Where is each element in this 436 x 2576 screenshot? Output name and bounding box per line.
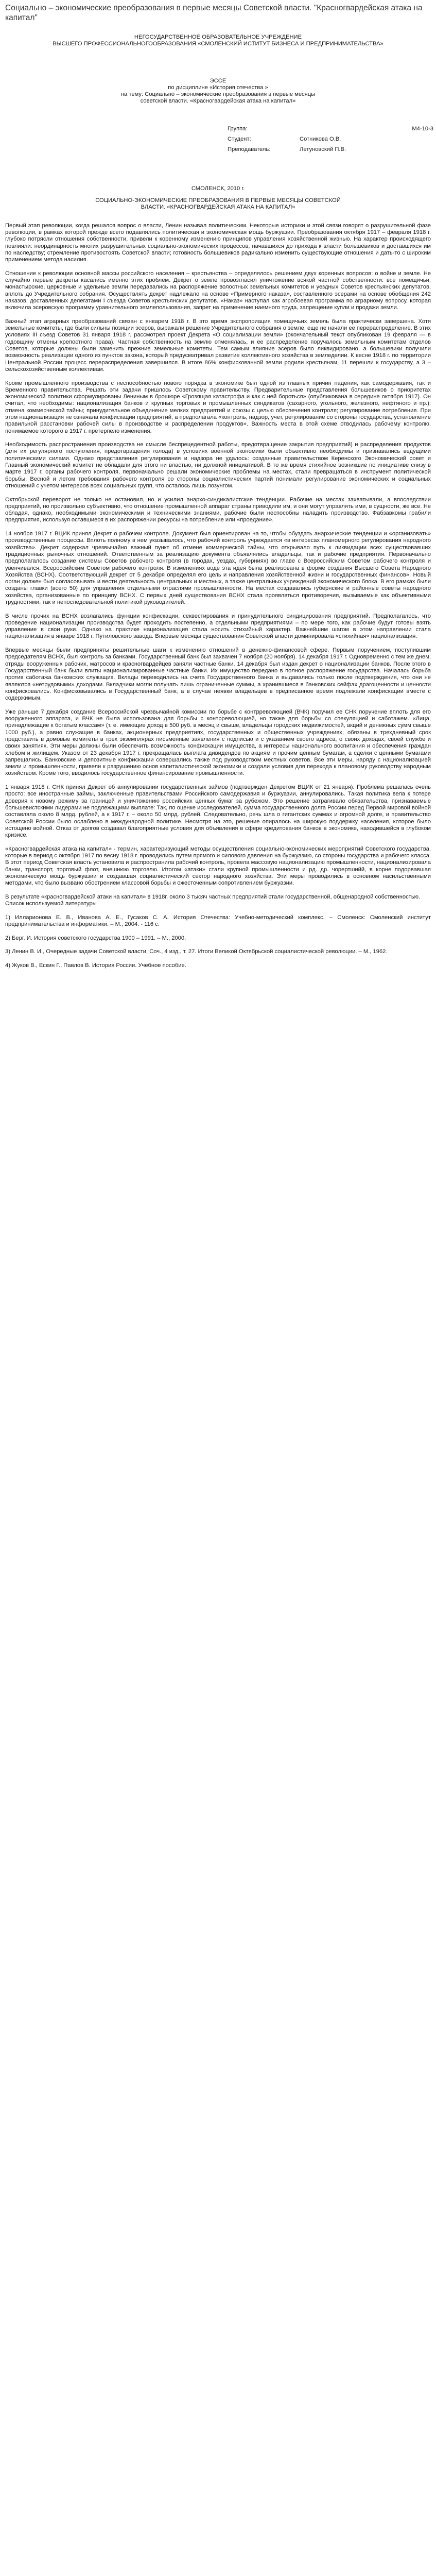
topic-line-1: на тему: Социально – экономические преобразования в первые месяцы: [120, 91, 316, 98]
info-row-group: [228, 126, 433, 136]
info-value: Сотникова О.В.: [300, 135, 341, 142]
reference-item: 1) Илларионова Е. В., Иванова А. Е., Гусаков С. А. История Отечества: Учебно-методический комплекс. – Смоленск: Смоленский институт предпринимательства и информатики. – М., 2004. - 116 с.: [5, 914, 431, 927]
paragraph: В числе прочих на ВСНХ возлагались функции конфискации, секвестирования и принудительного синдицирования предприятий. Предполагалось, что проведение национализации производства будет проходить постепенно, а отдельными предприятиями – по мере того, как рабочие будут готовы взять управление в свои руки. Однако на практике национализация стала носить стихийный характер. Важнейшим шагом в этом направлении стала национализация в январе 1918 г. Путиловского завода. Впервые месяцы существования Советской власти доминировала «стихийная» национализация.: [5, 613, 431, 640]
topic-line-2: советской власти. «Красногвардейская атака на капитал»: [140, 98, 296, 105]
document-title: Социально – экономические преобразования в первые месяцы Советской власти. "Красногвардейская атака на капитал": [5, 4, 423, 22]
info-key: Студент:: [228, 135, 251, 142]
paragraph: Впервые месяцы были предприняты решительные шаги к изменению отношений в денежно-финансовой сфере. Первым поручением, поступившим председателям ВСНХ, был контроль за банками. Государственный банк был захвачен 7 ноября (20 ноября). 14 декабря 1917 г. Одновременно с тем же днем, отряды вооруженных рабочих, матросов и красногвардейцев заняли частные банки. 14 декабря был издан декрет о национализации банков. После этого в Государственный банк были влиты национализированные частные банки. Их имущество передано в полное распоряжение государства. Началась борьба против саботажа банковских служащих. Вклады переводились на счета Государственного банка и выдавались только после подтверждения, что они не являются «нетрудовыми» доходами. Вкладчики могли получать лишь ограниченные суммы, а хранившиеся в банковских сейфах драгоценности и ценности конфисковались. Конфисковывались в Государственный банк, а в случае неявки владельцев в предписанное время подлежали конфискации вместе с содержимым.: [5, 647, 431, 702]
document-body: [5, 34, 431, 969]
conclusion-paragraph: В результате «красногвардейской атаки на капитал» в 1918г. около 3 тысяч частных предприятий стали государственной, общенародной собственностью.: [5, 893, 421, 900]
paragraph: Отношение к революции основной массы российского населения – крестьянства – определялось решением двух коренных вопросов: о войне и земле. Не случайно первые декреты касались именно этих проблем. Декрет о земле провозгласил уничтожение всякой частной собственности: все помещичьи, монастырские, церковные и удельные земли передавались на распоряжение волостных земельных комитетов и уездных Советов крестьянских депутатов, вплоть до Учредительного собрания. Осуществлять декрет надлежало на основе «Примерного наказа», составленного эсерами на основе обобщения 242 наказов, доставленных делегатами I съезда Советов крестьянских депутатов. «Наказ» наступал как агробоевая программа по аграрному вопросу, которая включила эсеровскую программу уравнительного землепользования, запрет на применение наемного труда, запрещение купли и продажи земли.: [5, 270, 431, 311]
paragraph: Первый этап революции, когда решался вопрос о власти, Ленин называл политическим. Некоторые историки и этой связи говорят о разрушительной фазе революции, в рамках которой прежде всего подавлялись политическая и экономическая мощь буржуазии. Преобразования октября 1917 – февраля 1918 г. глубоко потрясли отношения собственности, привели к коренному изменению принципов управления хозяйственной жизнью. На характер происходящего повлияли: неординарность многих разрушительных социально-экономических процессов, начавшихся до прихода к власти большевиков и доставшихся им по наследству; стремление противостоять Советской власти; готовность большевиков радикально изменить существующие отношения и дать-то с широким применением метода насилия.: [5, 222, 431, 263]
paragraph: Октябрьской переворот не только не остановил, но и усилил анархо-синдикалистские тенденции. Рабочие на местах захватывали, а впоследствии предприятий, но произвольно субъективно, что отношение промышленной аппарат страны приводили им, и они могут управлять ими, в сущности, же все. Не обладая, однако, необходимыми экономическими и техническими знаниями, рабочие были неспособны наладить производство. Фабзавкомы грабили предприятия, используя оставшиеся в их распоряжении ресурсы на потребление или «проедание».: [5, 496, 431, 523]
reference-item: 3) Ленин В. И., Очередные задачи Советской власти, Соч., 4 изд., т. 27. Итоги Великой Октябрьской социалистической революции. – М., 1962.: [5, 948, 388, 955]
paragraph: Кроме промышленного производства с неспособностью нового порядка в экономике был одной из главных причин падения, как самодержавия, так и Временного правительства. Решать эти задачи пришлось Советскому правительству. Предварительные представления большевиков о приоритетах экономической политики сформулированы Лениным в брошюре «Грозящая катастрофа и как с ней бороться» (опубликована в середине октября 1917). Он считал, что необходимы: национализация банков и крупных торговых и промышленных синдикатов (сахарного, угольного, железного, нефтяного и пр.); отмена коммерческой тайны; принудительное объединение мелких предприятий и союзы с целью обеспечения контроля; регулирование потребления. При этом национализация не означала конфискации предприятий, а предполагала «контроль, надзор, учет, регулирование со стороны государства, установление правильной расстановки рабочей силы в производстве и распределении продуктов». Важность места в этой схеме отводилась рабочему контролю, понимаемое которого в 1917 г. претерпело изменения.: [5, 380, 431, 434]
reference-item: 2) Берг. И. История советского государства 1900 – 1991. – М., 2000.: [5, 935, 186, 941]
info-key: Преподаватель:: [228, 146, 271, 152]
paragraph: Важный этап аграрных преобразований связан с январем 1918 г. В это время экспроприация помещичьих земель была практически завершена. Хотя земельные комитеты, где были сильны позиции эсеров, выражали решение Учредительного собрания о земле, еще не начали ее перераспределение. В этих условиях III съезд Советов 31 января 1918 г. рассмотрел проект Декрета «О социализации земли» (окончательный текст опубликован 19 февраля — в годовщину отмены крепостного права). Частная собственность на землю отменялась, и ее распределение поручалось земельным комитетам отделов Советов, которые должны были заменить прежние земельные комитеты. Тем самым влияние эсеров было ликвидировано, а большевики получили возможность реализации одного из пунктов закона, который предусматривал развитие коллективного хозяйства в земледелии. К весне 1918 г. по территории Центральной России процесс перераспределения завершился. В итоге 86% конфискованной земли родили крестьянам, 11 перешли к государству, а 3 – сельскохозяйственным коллективам.: [5, 318, 431, 372]
paragraph: Необходимость распространения производства не смысле беспрецедентной работы, предотвращение закрытия предприятий) и распределения продуктов (для их регулярного поступления, предотвращения голода) в условиях военной экономики были объективно необходимы и признавались ведущими политическими силами. Однако представления регулирования и надзора не удалось: созданные правительством Керенского Экономический совет и Главный экономический комитет не обладали для этого ни властью, ни должной инициативой. В то же время стихийное возникшие по инициативе снизу в марте 1917 г. органы рабочего контроля, первоначально решали экономические проблемы на местах, стали превращаться в инструмент политической борьбы. Весной и летом требования рабочего контроля со стороны социалистических партий понимали регулирование экономических и социальных отношений с учетом интересов всех социальных групп, что осталось лишь лозунгом.: [5, 442, 431, 489]
discipline: по дисциплине «История отечества »: [168, 84, 268, 91]
info-row-teacher: [228, 146, 433, 157]
document-page: [0, 0, 436, 986]
essay-text: [5, 223, 431, 901]
references-title: Список используемой литературы: [5, 901, 97, 907]
work-meta: [5, 84, 431, 105]
essay-heading: [5, 197, 431, 211]
info-key: Группа:: [228, 125, 248, 132]
info-value: Летуновский П.В.: [300, 146, 346, 152]
city-year: СМОЛЕНСК, 2010 г.: [191, 185, 245, 192]
paragraph: 1 января 1918 г. СНК принял Декрет об аннулировании государственных займов (подтвержден Декретом ВЦИК от 21 января). Проблема решалась очень просто: все иностранные займы, заключенные правительствами Российского самодержавия и буржуазии, аннулировались. Такая политика вела к потере доверия к новому режиму за границей и уничтожению российских ценных бумаг за рубежом. Это решение затрагивало обязательства, признаваемые большевистскими лидерами не подлежащими выплате: Так, по оценке исследователей, сумма государственного долга России перед Первой мировой войной составляла около 8 млрд. рублей, а к 1917 г. – около 50 млрд. рублей. Следовательно, речь шла о гигантских суммах и огромной долге, и правительство Советской России было ослаблено в международной политике. Несмотря на это, решение опиралось на широкую поддержку населения, которое было истощено войной. Отказ от долгов создавал благоприятные условия для объявления в сфере кредитования банков в экономике, находившейся в глубоком кризисе.: [5, 784, 431, 839]
organization-header: [5, 34, 431, 48]
reference-item: 4) Жуков В., Ескин Г., Павлов В. История России. Учебное пособие.: [5, 962, 186, 969]
paragraph: 14 ноября 1917 г. ВЦИК принял Декрет о рабочем контроле. Документ был ориентирован на то, чтобы обуздать анархические тенденции и «организовать» производственные процессы. Вплоть полному в нем указывалось, что рабочий контроль учреждается «в интересах планомерного регулирования народного хозяйства». Декрет содержал чрезвычайно важный пункт об отмене коммерческой тайны, что открывало путь к ликвидации всех существовавших традиционных рыночных отношений. Ответственным за реализацию документа объявлялись владельцы, так и рабочие предприятия. Первоначально предполагалось создание системы Советов рабочего контроля (в городах, уездах, губерниях) во главе с Всероссийским Советом рабочего контроля и увенчивался. Всероссийским Советом рабочего контроля. В изменениях воде эта идея была реализована в форме создания Высшего Совета Народного Хозяйства (ВСНХ). Соответствующий декрет от 5 декабря определял его цель и направления хозяйственной жизни и государственных финансов». Новый орган должен был согласовывать и вести деятельность центральных и местных, а также центральных учреждений экономического блока. В его рамках были созданы главки (всего 50) для управления отдельными отраслями промышленности. На местах создавались губернские и районные советы народного хозяйства, организованные по принципу ВСНХ. С первых дней существования ВСНХ стала проявляться противоречия, вызываемые как объективными трудностями, так и непоследовательной политикой руководителей.: [5, 531, 431, 605]
org-line-1: НЕГОСУДАРСТВЕННОЕ ОБРАЗОВАТЕЛЬНОЕ УЧРЕЖДЕНИЕ: [134, 34, 302, 40]
references-list: [5, 914, 431, 969]
info-table: [228, 126, 433, 157]
work-type: ЭССЕ: [210, 77, 226, 84]
spacer: [5, 55, 431, 78]
info-value: М4-10-3: [412, 125, 433, 132]
org-line-2: ВЫСШЕГО ПРОФЕССИОНАЛЬНОГООБРАЗОВАНИЯ «СМОЛЕНСКИЙ ИСТИТУТ БИЗНЕСА И ПРЕДПРИНИМАТЕЛЬСТВА»: [53, 41, 383, 47]
paragraph: Уже раньше 7 декабря создание Всероссийской чрезвычайной комиссии по борьбе с контрреволюцией (ВЧК) поручил ее СНК поручение вплоть для его вооруженного аппарата, и ВЧК не была использована для борьбы с контрреволюцией, но также для борьбы со спекуляцией и саботажем. «Лица, принадлежащие к богатым классам» (т. е. имеющие доход в 500 руб. в месяц и свыше, владельцы городских недвижимостей, акций и денежных сумм свыше 1000 руб.), а равно служащие в банках, акционерных предприятиях, государственных и общественных учреждениях, обязаны в трехдневный срок представить в домовые комитеты в трех экземплярах письменные заявления с подписью и с указанием своего адреса, о своих доходах, своей службе и своих занятиях. Эти меры должны были обеспечить возможность конфискации имущества, а интересы национального воспитания и обеспечения граждан хлебом и жилищем. Указом от 23 декабря 1917 г. прекращалась выплата дивидендов по акциям и прочим ценным бумагам, а сделки с ценными бумагами запрещались. Банковские и депозитные конфискации совершались также под руководством местных советов. Все эти меры, наряду с национализацией земли и промышленности, привели к разрушению основ капиталистической экономики и создали условия для перехода к плановому руководству народным хозяйством. Кроме того, вводилось государственное финансирование промышленности.: [5, 708, 431, 777]
heading-line-2: ВЛАСТИ. «КРАСНОГВАРДЕЙСКАЯ АТАКА НА КАПИТАЛ»: [141, 204, 295, 211]
info-row-student: [228, 136, 433, 146]
paragraph: «Красногвардейская атака на капитал» - термин, характеризующий методы осуществления социально-экономических мероприятий Советского государства, которые в период с октября 1917 по весну 1918 г. проводились путем прямого и силового давления на буржуазию, со стороны государства и рабочего класса. В этот период Советская власть установила и распространила рабочий контроль, провела массовую национализацию промышленности, национализировала банки, транспорт, торговый флот, внешнюю торговлю. Итогом «атаки» стали крупной промышленности и рд. др. чорертшийй, в корне подорвавшая экономическую мощь буржуазии и создавшая социалистический сектор народного хозяйства. Эти меры проводились в основном насильственными методами, что было вызвано обострением классовой борьбы и ожесточенным сопротивлением буржуазии.: [5, 845, 431, 887]
heading-line-1: СОЦИАЛЬНО-ЭКОНОМИЧЕСКИЕ ПРЕОБРАЗОВАНИЯ В ПЕРВЫЕ МЕСЯЦЫ СОВЕТСКОЙ: [95, 197, 341, 204]
